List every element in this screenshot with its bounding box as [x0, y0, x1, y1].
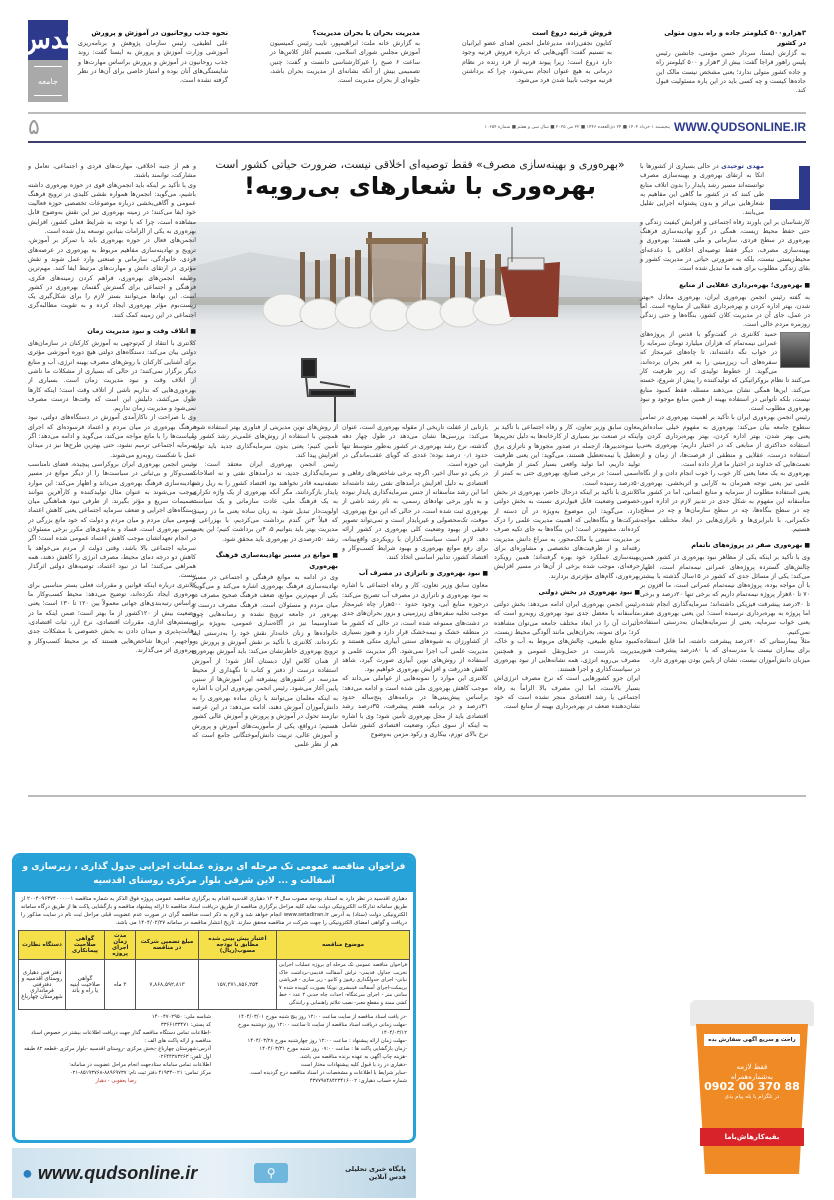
article-photo — [190, 222, 642, 422]
schedule-line: -زمان بازگشایی پاکت ها : ساعت ۰۷:۰۰ روز شنبه مورخ ۱۴۰۴/۰۳/۳۱ — [259, 1046, 407, 1052]
banner-label-line: قدس آنلاین — [368, 1173, 406, 1181]
banner-label-line: پایگاه خبری تحلیلی — [345, 1165, 406, 1173]
paragraph: رئیس انجمن بهره‌وری ایران با تأکید بر اهمیت بهره‌وری در تمامی سطوح جامعه بیان می‌کند: بهره‌وری به مفهوم خیلی ساده‌اش یعنی بهتر شدن، بهتر اداره کردن، بهتر بهره‌برداری کردن و استفاده حداکثری از منابعی که در اختیار داریم؛ بهره‌وری یعنی استفاده درست، عقلایی و منطقی از فرصت‌ها، از زمان و از نعمت‌هایی که خداوند در اختیار ما قرار داده است. — [640, 414, 810, 468]
paragraph: کلانتری با تأکید بر اینکه درحال حاضر، بهره‌وری در بخش خصوصی وضعیت قابل قبول‌تری نسبت به بخش دولتی دارد، می‌گوید: این موضوع به‌ویژه در آن دسته از شرکت‌ها و بنگاه‌هایی که اهمیت مدیریت علمی را درک کرده‌اند، مشهودتر است؛ این بنگاه‌ها به جای تکیه صرف بر مدیریت سنتی یا مالک‌محور، به سراغ دانش مدیریت رفته‌اند و از ظرفیت‌های تخصصی و مشاوره‌ای برای بهینه‌سازی عملکرد خود بهره گرفته‌اند؛ همین رویکرد حرفه‌ای، موجب شده برخی از آن‌ها در مسیر افزایش بهره‌وری، گام‌های مؤثرتری بردارند. — [494, 489, 640, 580]
banner-url[interactable] — [22, 1163, 197, 1184]
article-headline: بهره‌وری با شعارهای بی‌رویه! — [244, 172, 596, 200]
article-column-1 — [640, 162, 810, 665]
banner-url-text: www.qudsonline.ir — [37, 1162, 198, 1183]
paragraph: کارشناسان بر این باورند رفاه اجتماعی و افزایش کیفیت زندگی و حتی حفظ محیط زیست، همگی در گرو نهادینه‌سازی فرهنگ بهره‌وری در سطح فردی، سازمانی و ملی هستند؛ بهره‌وری و بهینه‌سازی مصرف، دیگر فقط توصیه‌ای اخلاقی یا دغدغه‌ای محیط‌زیستی نیست، بلکه به ضرورتی حیاتی در مدیریت کشور و بقای زندگی مطلوب برای همه ما تبدیل شده است. — [640, 218, 810, 273]
paragraph-text: حمید کلانتری در گفت‌وگو با قدس از پروژه‌های عمرانی نیمه‌تمام که هزاران میلیارد تومان سرمایه را در خواب نگه داشته‌اند، تا چاه‌های غیرمجاز که سفره‌های آب زیرزمینی را به قعر بحران برده‌اند، می‌گوید. از خطوط تولیدی که زیر ظرفیت کار می‌کنند تا نظام بروکراتیکی که تولیدکننده را پیش از شروع، خسته می‌کند. این‌ها همگی نشان می‌دهند مسئله، فقط کمبود منابع نیست، بلکه ناتوانی در استفاده بهینه از همین منابع موجود و نبود بهره‌وری مطلوب است. — [640, 330, 810, 413]
cell-certificate: گواهی صلاحیت ابنیه یا راه و باند — [65, 960, 104, 1010]
brief-title: مدیریت بحران یا بحران مدیریت؟ — [312, 29, 420, 37]
promo-phone[interactable]: 0902 00 370 88 — [704, 1080, 800, 1093]
cell-subject: فراخوان مناقصه عمومی تک مرحله ای پروژه عملیات اجرایی تخریب جداول قدیمی- تراش آسفالت قدیمی-برداشت خاک نباتی- اجرای جدولگذاری رفیوژ و کانیو - زیر سازی - قیرپاشی پریمکت-اجرای آسفالت فینیشری توپکا بصورت کوبیده شده ۷ سانتی متر - اجرای سرعتگاه- احداث چاه جذبی ۲ عدد - خط کشی ممتد و مقطع معبر- نصب علائم راهنمایی و رانندگی — [277, 960, 410, 1010]
section-label: جامعه — [28, 60, 68, 102]
tender-footer — [15, 1010, 413, 1088]
interviewee-portrait — [780, 332, 810, 368]
column-header: دستگاه نظارت — [19, 931, 66, 960]
brand-logo: قدس — [28, 20, 68, 60]
contact-line: اطلاعات تماس سامانه ستادجهت انجام مراحل عضویت در سامانه: — [69, 1062, 211, 1068]
article-column-2 — [494, 423, 640, 793]
schedule-line: -مهلت زمانی دریافت اسناد مناقصه از سایت تا ساعت ۱۲:۰۰ روز دوشنبه مورخ ۱۴۰۴/۰۳/۱۲ — [238, 1022, 407, 1036]
column-header: موضوع مناقصه — [277, 931, 410, 960]
brief-body: به گزارش ایسنا، سردار حسن مؤمنی، جانشین رئیس پلیس راهور فراجا گفت: بیش از ۳هزار و ۵۰۰ کیلومتر راه و جاده کشور متولی ندارد؛ یعنی مشخص نیست مالک این جاده‌ها کیست و چه کسی باید در این باره مسئولیت قبول کند. — [656, 50, 807, 95]
promo-line: فقط لازمه — [736, 1063, 768, 1071]
contact-line: کد پستی: ۳۳۶۶۱۳۳۴۷۱ — [160, 1022, 211, 1028]
tender-title-line: آسفالت و ... لاین شرقی بلوار مرکزی روستای اقدسیه — [93, 876, 335, 886]
paragraph — [640, 330, 810, 414]
tender-title-line: فراخوان مناقصه عمومی تک مرحله ای پروژه عملیات اجرایی جدول گذاری ، زیرسازی و — [22, 862, 406, 872]
tender-advertisement — [12, 853, 416, 1143]
contact-line: آدرس:شهرستان چهارباغ -بخش مرکزی -روستای اقدسیه -بلوار مرکزی -قطعه ۸۲ طبقه اول تلفن: ۰۲۶۴۴۳۸۳۲۶۳ — [24, 1046, 211, 1060]
column-header: اعتبار پیش بینی شده مطابق با بودجه مصوب(ریال) — [198, 931, 276, 960]
contact-line: شناسه ملی: ۱۴۰۰۴۷۰۲۹۵۰ — [151, 1014, 211, 1020]
banner-label — [345, 1165, 406, 1181]
masthead-info — [484, 120, 806, 134]
paragraph: بازتابی از غفلت تاریخی از مقوله بهره‌وری است، عنوان می‌کند: بررسی‌ها نشان می‌دهد در طول چهار دهه گذشته، نرخ رشد بهره‌وری در کشور به‌طور متوسط تنها حدود ۰٫۱ درصد بوده؛ عددی که گویای عقب‌ماندگی در این حوزه است. — [342, 424, 488, 469]
search-icon[interactable]: ⚲ — [254, 1163, 288, 1183]
section-heading: ■ نبود بهره‌وری و ناترازی در مصرف آب — [342, 568, 488, 579]
dry-lake-pier-photo — [190, 222, 642, 422]
lead-text: در حالی بسیاری از کشورها با اتکا به ارتقای بهره‌وری و بهینه‌سازی مصرف توانسته‌اند مسیر رشد پایدار را بدون اتلاف منابع طی کنند که در کشور ما گاهی این مفاهیم به شعارهایی بی‌اثر و بدون پشتوانه اجرایی تقلیل می‌یابند. — [640, 163, 764, 217]
table-header-row — [19, 931, 410, 960]
schedule-line: -سایر شرایط با اطلاعات و مشخصات در اسناد مناقصه درج گردیده است. — [249, 1070, 407, 1076]
brief-body: کتایون نجفی‌زاده، مدیرعامل انجمن اهدای عضو ایرانیان به تسنیم گفت: آگهی‌هایی که درباره فروش قرنیه وجود دارد دروغ است؛ زیرا پیوند قرنیه از فرد زنده در نظام درمانی به هیچ عنوان انجام نمی‌شود، چرا که برداشتن قرنیه موجب نابینا شدن فرد می‌شود. — [462, 40, 612, 85]
tender-title — [15, 856, 413, 892]
paragraph: رئیس انجمن بهره‌وری ایران ادامه می‌دهد: بخش دولتی متأسفانه با معضل جدی نبود بهره‌وری روبه‌رو است که تأثیرات آن را در ابعاد مختلف جامعه می‌توان مشاهده کرد؛ برای نمونه، بحران‌هایی مانند آلودگی محیط زیست، کمبود منابع طبیعی، چالش‌های مربوط به آب و خاک، مدیریت نادرست در حمل‌ونقل عمومی و همچنین مصرف بی‌رویه انرژی، همه نشانه‌هایی از نبود بهره‌وری در سیاست‌گذاری و اجرا هستند. — [494, 601, 640, 674]
divider — [28, 141, 806, 143]
masthead — [28, 113, 806, 141]
paragraph: رئیس انجمن بهره‌وری ایران معتقد است: نه سرمایه‌گذاری جدید، نه درآمدهای نفتی و نه اصلاحات نصفه‌نیمه قادر نخواهند بود اقتصاد کشور را به ریل رشد پایدار بازگردانند، مگر آنکه بهره‌وری از یک واژه تکراری به یک فرهنگ ملی، عادت سازمانی و یک سیاست اولویت‌دار تبدیل شود. به زبان ساده یعنی ما در زمینی که قبلاً ۳تن گندم برداشت می‌کردیم، با بهزراعی و مدیریت بهتر باید بتوانیم ۵، ۴تن برداشت کنیم؛ این یعنی رشد ۵۰درصدی در بهره‌وری باید محقق شود. — [192, 461, 338, 543]
paragraph: به گفته رئیس انجمن بهره‌وری ایران، بهره‌وری معادل «بهتر شدن، بهتر اداره کردن و بهره‌برداری عقلایی از منابع» است. اما در عمل، جای آن در مدیریت کلان کشور، بنگاه‌ها و حتی زندگی روزمره مردم خالی است. — [640, 293, 810, 329]
site-url[interactable]: WWW.QUDSONLINE.IR — [674, 120, 806, 134]
column-header: مدت زمان اجرای پروژه — [105, 931, 136, 960]
paragraph: وی با صراحت از ناکارآمدی آموزش در دستگاه‌های دولتی، نبود فرهنگ بهره‌وری در میان مردم و اعتماد فرسوده‌ای که اجرای سیاست‌ها را با مانع مواجه می‌کند، می‌گوید و ادامه می‌دهد: اگر سرمایه اجتماعی ترمیم نشود، حتی بهترین طرح‌ها نیز در میدان عمل با شکست روبه‌رو می‌شوند. — [28, 414, 196, 459]
tender-table — [18, 930, 410, 1010]
paragraph: معاون سابق وزیر تعاون، کار و رفاه اجتماعی با اشاره به نبود بهره‌وری و ناترازی در مصرف آب تصریح می‌کند: درحوزه منابع آبی، وجود حدود ۵۰۰هزار چاه غیرمجاز موجب تخلیه سفره‌های زیرزمینی و بروز بحران‌های جدی در دشت‌های ممنوعه شده است، در حالی که کشور ما در منطقه خشک و نیمه‌خشک قرار دارد و هنوز بسیاری از کشاورزان به شیوه‌های سنتی آبیاری متکی هستند و مدیریت علمی آب اجرا نمی‌شود. اگر مدیریت علمی و استفاده از روش‌های نوین آبیاری صورت گیرد، شاهد کاهش هدررفت و افزایش بهره‌وری خواهیم بود. — [342, 582, 488, 674]
brief-item — [656, 28, 806, 95]
page-number: ۵ — [28, 114, 40, 140]
brief-item — [462, 28, 612, 85]
article-column-5 — [28, 162, 196, 792]
promo-line: در تلگرام یا بله پیام بدی — [724, 1094, 780, 1100]
paragraph: از روش‌های نوین مدیریتی از فناوری بهتر استفاده شود، همچنین با استفاده از روش‌های علمی‌تر رشد کشور را تأمین کنیم؛ یعنی بدون سرمایه‌گذاری جدید باید تولید افزایش پیدا کند. — [192, 424, 338, 459]
divider — [28, 795, 806, 797]
qudsonline-banner[interactable] — [12, 1148, 416, 1198]
section-heading: ■ اتلاف وقت و نبود مدیریت زمان — [28, 326, 196, 337]
schedule-line: شماره حساب دهیاری: ۴۳۷۷۹۸۴۸۴۲۳۴۱۶۰۰۲ — [309, 1078, 407, 1084]
newspaper-logo — [19, 20, 77, 102]
cell-duration: ۳ ماه — [105, 960, 136, 1010]
drop-cap-L — [770, 166, 810, 210]
paragraph: بهره‌وری به یک معنا یعنی کار خوب را خوب انجام دادن و از نگاه علمی نیز یعنی توجه همزمان به کارایی و اثربخشی. بهره‌وری یعنی استفاده مطلوب از سرمایه و منابع انسانی، اما در کشور ما متأسفانه این مفهوم به شکل جدی در تدبیر لازم در اداره امور، چه در سطح بنگاه‌ها، چه در سطح سازمان‌ها و چه در سطح حکمرانی، با نابرابری‌ها و ناترازی‌هایی در ابعاد مختلف مواجه هستیم. — [640, 470, 810, 533]
section-heading: ■ بهره‌وری؛ بهره‌برداری عقلایی از منابع — [640, 280, 810, 291]
brief-item — [78, 28, 228, 85]
promo-text — [704, 1062, 800, 1102]
paragraph: و هم از جنبه اخلاقی، مهارت‌های فردی و اجتماعی، تعامل و مشارکت، توانمند باشند. — [28, 163, 196, 180]
tender-schedule — [217, 1013, 407, 1085]
paragraph: کلانتری با انتقاد از کم‌توجهی به آموزش کارکنان در سازمان‌های دولتی بیان می‌کند: دستگاه‌های دولتی هیچ دوره آموزشی مؤثری برای آشنایی کارکنان با روش‌های مصرف بهینه انرژی، آب و منابع دیگر برگزار نمی‌کنند؛ در حالی که بسیاری از مشکلات ما ناشی از اتلاف وقت و نبود مدیریت زمان است. بسیاری از بهره‌وری‌هایی که نداریم ناشی از اتلاف وقت است؛ اینکه کارها طول می‌کشد، دلیلش این است که وقت‌ها درست مصرف نمی‌شود و مدیریت زمان نداریم. — [28, 340, 196, 413]
article-column-4 — [192, 423, 338, 793]
cell-supervisor: دفتر فنی دهیاری روستای اقدسیه و دفترفنی فرمانداری شهرستان چهارباغ — [19, 960, 66, 1010]
tender-contact — [21, 1013, 211, 1085]
paragraph: مثلاً بیمارستانی که ۷۰درصد پیشرفت داشته، اما قابل استفاده برای بیماران نیست یا مدرسه‌ای که با ۸۰درصد پیشرفت هنوز میزبان دانش‌آموزان نیست، نشان از پایین بودن بهره‌وری دارد. — [640, 637, 810, 664]
globe-icon: ● — [22, 1162, 33, 1183]
promo-line: به‌شماره‌همراه — [730, 1073, 773, 1081]
contact-line: مرکز تماس: ۰۲۱-۴۱۹۳۴ دفتر ثبت نام: ۸۸۹۶۹۷۳۷-۸۵۱۹۳۷۶۸-۰۲۱ — [69, 1070, 211, 1076]
paragraph: انجمن‌های فعال در حوزه بهره‌وری باید با تمرکز بر آموزش، ترویج و نهادینه‌سازی مفاهیم مربوط به بهره‌وری در عرصه‌های فردی، خانوادگی، سازمانی و صنعتی وارد عمل شوند و نقش مؤثری در ارتقای دانش و مهارت‌های مرتبط ایفا کنند. مهم‌ترین وظیفه انجمن‌های بهره‌وری، فراهم کردن زمینه‌های فکری، فرهنگی و اجتماعی برای گسترش گفتمان بهره‌وری در کشور است. این نهادها می‌توانند بستر لازم را برای شکل‌گیری یک زیست‌بوم مؤثر بهره‌وری ایجاد کرده و به تقویت مطالبه‌گری اجتماعی در این زمینه کمک کنند. — [28, 237, 196, 319]
schedule-line: -مهلت زمان ارائه پیشنهاد : ساعت ۱۲:۰۰ روز چهارشنبه مورخ ۱۴۰۴/۰۳/۲۸ — [247, 1038, 407, 1044]
schedule-line: -دهیاری در رد یا قبول کلیه پیشنهادات مختار است — [301, 1062, 407, 1068]
paragraph: کلانتری این موارد را نمونه‌هایی از عواملی می‌داند که موجب کاهش بهره‌وری ملی شده است و ادامه می‌دهد: براساس پیش‌بینی‌ها در برنامه‌های پنج‌ساله حدود ۳۱درصد و در برنامه هفتم پیشرفت، ۳۵درصد رشد اقتصادی باید از محل بهره‌وری تأمین شود؛ وی با اشاره به اینکه از سوی دیگر، وضعیت اقتصادی کشور شامل نرخ بالای تورم، بیکاری و رکود مزمن به‌وضوح — [342, 675, 488, 739]
column-header: گواهی صلاحیت پیمانکاری — [65, 931, 104, 960]
paragraph: ایران جزو کشورهایی است که نرخ مصرف انرژی‌اش بسیار بالاست، اما این مصرف بالا الزاماً به رفاه اجتماعی یا رشد اقتصادی منجر نشده است که خود نشان‌دهنده ضعف در بهره‌برداری بهینه از منابع است. — [494, 675, 640, 711]
brief-title: نحوه جذب روحانیون در آموزش و پرورش — [91, 29, 228, 37]
section-heading: ■ نبود بهره‌وری در بخش دولتی — [494, 587, 640, 598]
dateline: پنجشنبه ۱ خرداد ۱۴۰۴ ■ ۲۴ ذی‌القعده ۱۴۴۶ ■ ۲۲ می ۲۰۲۵ ■ سال سی و هفتم ■ شماره ۱۰۶۵۴ — [484, 124, 670, 130]
cell-guarantee: ۷,۸۶۸,۵۹۲,۸۱۳ — [136, 960, 199, 1010]
paragraph: رئیس انجمن بهره‌وری ایران بروکراسی پیچیده، فضای نامناسب کسب‌وکار و بی‌ثباتی در سیاست‌ها را از دیگر موانع در مسیر نهادینه‌سازی فرهنگ بهره‌وری می‌داند و اظهار می‌کند: این موارد موجب می‌شوند به عنوان مثال تولیدکننده و کارآفرین نتوانند تصمیمات سریع و مؤثر بگیرند. از طرفی نبود هماهنگی میان دستگاه‌های اجرایی و ضعف سرمایه اجتماعی یعنی کاهش اعتماد عمومی میان مردم و میان مردم و دولت که خود مانع بزرگی در مسیر بهره‌وری است. فساد و بدعهدی‌های مکرر برخی مسئولان در انجام تعهداتشان موجب کاهش اعتماد عمومی شده است؛ اگر سرمایه اجتماعی بالا باشد، وقتی دولت از مردم می‌خواهد با کاهش دو درجه دمای محیط، مصرف انرژی را کاهش دهند، همه همراهی می‌کنند؛ اما در نبود اعتماد، توصیه‌های دولتی اثرگذار نیست. — [28, 460, 196, 580]
column-header: مبلغ تضمین شرکت در مناقصه — [136, 931, 199, 960]
paragraph: معاون سابق وزیر تعاون، کار و رفاه اجتماعی با تأکید بر اینکه در صنعت نیز بسیاری از کارخانه‌ها به دلیل تحریم‌ها یا سوءتدبیرها، ازجمله در صدور مجوزها و ناترازی برق تعطیل یا نیمه‌تعطیل هستند، می‌گوید: این یعنی ظرفیت تولید داریم، اما تولید واقعی بسیار کمتر از ظرفیت اسمی است؛ در برخی صنایع، بهره‌وری حتی به کمتر از ۵۰درصد رسیده است. — [494, 424, 640, 487]
paragraph: در یکی دو سال اخیر، اگرچه برخی شاخص‌های رفاهی و اقتصادی به دلیل افزایش درآمدهای نفتی رشد داشته‌اند اما این رشد متأسفانه از جنس سرمایه‌گذاری پایدار نبوده و به باور برخی نهادهای رسمی، به نام رشد ناشی از بهره‌وری ثبت شده است، در حالی که این نوع بهره‌وری، موقت، تک‌محصولی و غیرپایدار است و نمی‌تواند تصویر دقیقی از بهبود وضعیت کلی بهره‌وری در کشور ارائه دهد. لازم است سیاست‌گذاران با رویکردی واقع‌بینانه، برای رفع موانع بهره‌وری و بهبود شرایط کسب‌وکار و اقتصاد کشور، تدابیر اساسی اتخاذ کنند. — [342, 470, 488, 562]
classified-ad-promo — [690, 1000, 814, 1185]
author-name: مهدی توحیدی — [721, 163, 764, 170]
cup-lid — [690, 1000, 814, 1026]
contact-line: -اطلاعات تماس دستگاه مناقصه گذار جهت دریافت اطلاعات بیشتر در خصوص اسناد مناقصه و ارائه پاکت های الف : — [31, 1030, 211, 1044]
lead-block — [640, 162, 810, 218]
promo-band: بقیه‌کارهاش‌باما — [700, 1128, 804, 1146]
brief-title: فروش قرنیه دروغ است — [532, 29, 612, 37]
paragraph: کلانتری درباره اینکه قوانین و مقررات فعلی بستر مناسبی برای بهره‌وری ایجاد نکرده‌اند، توضیح می‌دهد: محیط کسب‌وکار ما براساس رتبه‌بندی‌های جهانی معمولاً بین ۱۲۰ تا ۱۳۰ است؛ یعنی وضعیت بیش از ۱۲۰کشور از ما بهتر است؛ ضمن اینکه ما در سیستم‌های اداری، مقررات اقتصادی، نرخ ارز، ثبات اقتصادی، رقابت‌پذیری و میدان دادن به بخش خصوصی با مشکلات جدی مواجهیم. این‌ها شاخص‌هایی هستند که بر محیط کسب‌وکار و بهره‌وری اثر می‌گذارند. — [28, 581, 196, 654]
tender-signer: رضا یعقوبی - دهیار — [95, 1078, 137, 1084]
brief-body: علی لطیفی، رئیس سازمان پژوهش و برنامه‌ریزی آموزشی وزارت آموزش و پرورش به ایسنا گفت: روند جذب روحانیون در آموزش و پرورش براساس مهارت‌ها و شایستگی‌های آنان بوده و امتیاز خاصی برای آن‌ها در نظر گرفته نشده است. — [78, 40, 228, 85]
table-row — [19, 960, 410, 1010]
brief-body: به گزارش خانه ملت: ابراهیمپور، نایب رئیس کمیسیون آموزش مجلس شورای اسلامی، تصمیم آغاز کلاس‌ها در ساعت ۶ صبح را غیرکارشناسی دانست و گفت: چنین تصمیمی بیش از آنکه نشانه‌ای از مدیریت بحران باشد، جلوه‌ای از بحران مدیریت است. — [270, 40, 420, 85]
promo-tagline: راحت و سریع آگهی سفارش بده — [704, 1034, 800, 1046]
paragraph: وی با تأکید بر اینکه باید انجمن‌های قوی در حوزه بهره‌وری داشته باشیم، می‌گوید: انجمن‌ها همواره نقشی کلیدی در ترویج فرهنگ عمومی و آگاهی‌بخشی درباره موضوعات تخصصی حوزه فعالیت خود ایفا می‌کنند؛ در زمینه بهره‌وری نیز این نقش به‌وضوح قابل مشاهده است، چرا که با توجه به شرایط فعلی کشور، افزایش بهره‌وری به یکی از الزامات بنیادین توسعه بدل شده است. — [28, 181, 196, 236]
article-column-3 — [342, 423, 488, 793]
brief-item — [270, 28, 420, 85]
brief-title: ۳هزارو۵۰۰ کیلومتر جاده و راه بدون متولی در کشور — [664, 29, 806, 47]
paragraph: وی در ادامه به موانع فرهنگی و اجتماعی در مسیر نهادینه‌سازی فرهنگ بهره‌وری اشاره می‌کند و می‌گوید: یکی از مهم‌ترین موانع، ضعف فرهنگ صحیح مصرف در میان مردم و مسئولان است. فرهنگ مصرف درست و بهره‌ور در جامعه ترویج نشده و رسانه‌هایی چون صداوسیما نیز در آگاه‌سازی عمومی، به‌ویژه برای خانواده‌ها و زنان خانه‌دار نقش خود را به‌درستی ایفا نکرده‌اند. کلانتری با تأکید بر نقش آموزش و پرورش در ترویج بهره‌وری خاطرنشان می‌کند: باید آموزش بهره‌وری از همان کلاس اول دبستان آغاز شود؛ از آموزش استفاده درست از دفتر و کتاب تا نگهداری از محیط مدرسه. در کشورهای پیشرفته این آموزش‌ها از سنین پایین آغاز می‌شود. رئیس انجمن بهره‌وری ایران با اشاره به اینکه معلمان می‌توانند با زبان ساده بهره‌وری را به دانش‌آموزان آموزش دهند، ادامه می‌دهد: در این عرصه نیازمند تحول در آموزش و پرورش و آموزش عالی کشور هستیم؛ درواقع، یکی از مأموریت‌های آموزش و پرورش و آموزش عالی، تربیت دانش‌آموختگانی جامع است که هم از نظر علمی — [192, 573, 338, 749]
section-heading: ■ موانع در مسیر نهادینه‌سازی فرهنگ بهره‌وری — [192, 550, 338, 571]
tender-intro: دهیاری اقدسیه در نظر دارد به استناد بودجه مصوب سال ۱۴۰۳ دهیاری اقدسیه اقدام به برگزاری مناقصه عمومی پروژه فوق الذکر به شماره مناقصه ۲۰۰۴۰۹۶۳۷۴۰۰۰۰۰۱ از طریق سامانه تدارکات الکترونیکی دولت نماید کلیه مراحل برگزاری مناقصه از طریق دریافت اسناد مناقصه تا ارائه پیشنهاد مناقصه و بازگشایی پاکت ها از طریق درگاه سامانه الکترونیکی دولت (ستاد) به آدرس www.setadiran.ir انجام خواهد شد و لازم به ذکر است مناقصه گران در صورت عدم عضویت قبلی مراحل ثبت نام در سایت مذکور را دریافت و گواهی امضای الکترونیکی را جهت شرکت در مناقصه محقق سازند. تاریخ انتشار مناقصه در سامانه ۱۴۰۴/۰۲/۲۷ می باشد. — [21, 896, 407, 926]
paragraph: وی با تأکید بر اینکه یکی از مظاهر نبود بهره‌وری در کشور همین چالش‌های گسترده پروژه‌های عمرانی نیمه‌تمام است، اظهار می‌کند: یکی از مسائل جدی که کشور در ۱۵سال گذشته با بیشتر با آن مواجه بوده، پروژه‌های نیمه‌تمام عمرانی است. ما افزون بر ۷۰ تا ۸۰هزار پروژه نیمه‌تمام داریم که برخی تنها ۲۰درصد و برخی تا ۴۰درصد پیشرفت فیزیکی داشته‌اند؛ سرمایه‌گذاری انجام شده، اما پروژه به بهره‌برداری نرسیده است؛ این یعنی بهره‌وری صفر، یعنی خواب سرمایه، یعنی از سرمایه‌هایمان به‌درستی استفاده نمی‌کنیم. — [640, 554, 810, 636]
section-heading: ■ بهره‌وری صفر در پروژه‌های ناتمام — [640, 540, 810, 551]
article-kicker: «بهره‌وری و بهینه‌سازی مصرف» فقط توصیه‌ای اخلاقی نیست، ضرورت حیاتی کشور است — [215, 158, 625, 171]
schedule-line: -در یافت اسناد مناقصه از سایت ساعت ۱۲:۰۰ روز پنج شنبه مورخ ۱۴۰۴/۰۳/۰۱ — [238, 1014, 407, 1020]
schedule-line: -هزینه چاپ آگهی به عهده برنده مناقصه می باشد. — [299, 1054, 407, 1060]
cell-budget: ۱۵۷,۳۷۱,۸۵۶,۲۵۴ — [198, 960, 276, 1010]
